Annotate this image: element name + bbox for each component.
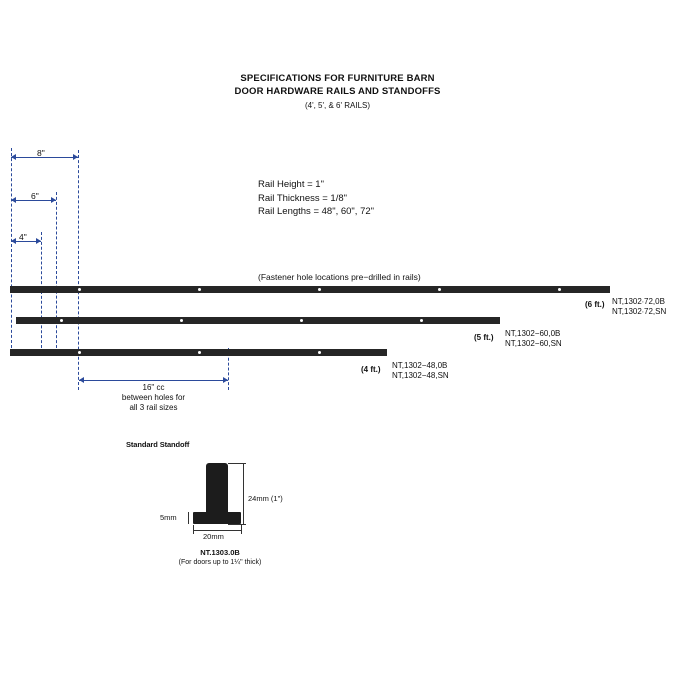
spec-rail-thickness: Rail Thickness = 1/8" <box>258 192 348 204</box>
rail-6ft-size-label: (6 ft.) <box>585 300 605 309</box>
dim-label-8in: 8" <box>37 148 45 158</box>
cc-note <box>79 383 228 413</box>
rail-hole <box>180 319 183 322</box>
standoff-base-dim-line <box>188 512 189 524</box>
rail-hole <box>78 288 81 291</box>
guide-line-6in <box>56 192 57 348</box>
standoff-width-tick-left <box>193 525 194 534</box>
rail-hole <box>198 351 201 354</box>
rail-hole <box>558 288 561 291</box>
guide-line-left-edge <box>11 148 12 348</box>
standoff-part-number: NT.1303.0B <box>200 548 240 557</box>
rail-hole <box>438 288 441 291</box>
title-line-3: (4', 5', & 6' RAILS) <box>304 101 371 110</box>
part-number: NT,1302−48,SN <box>392 371 449 380</box>
title-line-1: SPECIFICATIONS FOR FURNITURE BARN <box>240 73 435 84</box>
cc-note-line-2: between holes for <box>121 393 186 402</box>
cc-note-line-1: 16" cc <box>142 383 165 392</box>
dim-arrow-4in-left <box>11 238 16 244</box>
dim-label-4in: 4" <box>19 232 27 242</box>
standoff-body <box>206 463 228 512</box>
dim-label-6in: 6" <box>31 191 39 201</box>
standoff-height-ext-top <box>228 463 246 464</box>
part-number: NT,1302−60,0B <box>505 329 561 338</box>
rail-6ft-part-numbers <box>612 297 666 317</box>
rail-hole <box>420 319 423 322</box>
dim-arrow-8in-right <box>73 154 78 160</box>
spec-block <box>258 178 374 219</box>
standoff-width-tick-right <box>241 525 242 534</box>
rail-hole <box>198 288 201 291</box>
rail-5ft-size-label: (5 ft.) <box>474 333 494 342</box>
rail-5ft <box>16 317 500 324</box>
standoff-height-dim-line <box>243 463 244 524</box>
standoff-heading: Standard Standoff <box>126 440 190 449</box>
standoff-base <box>193 512 241 524</box>
dim-arrow-8in-left <box>11 154 16 160</box>
rail-6ft <box>10 286 610 293</box>
part-number: NT,1302∙72,0B <box>612 297 665 306</box>
spec-rail-lengths: Rail Lengths = 48", 60", 72" <box>258 206 375 217</box>
standoff-base-height-label: 5mm <box>160 513 177 522</box>
rail-hole <box>300 319 303 322</box>
rail-4ft-size-label: (4 ft.) <box>361 365 381 374</box>
rail-4ft-part-numbers <box>392 361 449 381</box>
title-block <box>0 72 675 112</box>
part-number: NT,1302∙72,SN <box>612 307 667 316</box>
fastener-note: (Fastener hole locations pre−drilled in rails) <box>258 272 421 282</box>
spec-rail-height: Rail Height = 1" <box>258 179 324 190</box>
dim-arrow-6in-left <box>11 197 16 203</box>
dim-line-cc <box>79 380 228 381</box>
standoff-width-label: 20mm <box>203 532 224 541</box>
standoff-part-note: (For doors up to 1¼" thick) <box>178 559 262 566</box>
cc-note-line-3: all 3 rail sizes <box>129 403 178 412</box>
title-line-2: DOOR HARDWARE RAILS AND STANDOFFS <box>234 86 441 97</box>
rail-hole <box>60 319 63 322</box>
standoff-part-block <box>150 548 290 568</box>
rail-hole <box>78 351 81 354</box>
rail-4ft <box>10 349 387 356</box>
standoff-height-ext-bottom <box>228 524 246 525</box>
dim-arrow-4in-right <box>36 238 41 244</box>
standoff-height-label: 24mm (1") <box>248 494 283 503</box>
part-number: NT,1302−48,0B <box>392 361 448 370</box>
part-number: NT,1302−60,SN <box>505 339 562 348</box>
dim-arrow-6in-right <box>51 197 56 203</box>
rail-5ft-part-numbers <box>505 329 562 349</box>
rail-hole <box>318 351 321 354</box>
rail-hole <box>318 288 321 291</box>
standoff-width-dim-line <box>193 530 241 531</box>
